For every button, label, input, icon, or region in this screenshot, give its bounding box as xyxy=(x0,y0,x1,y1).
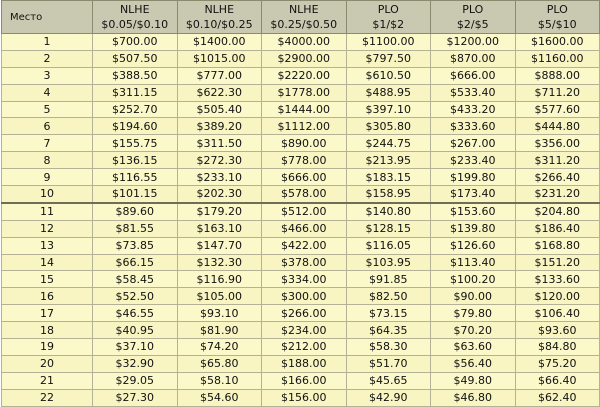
payout-cell: $610.50 xyxy=(346,67,431,84)
table-row xyxy=(2,101,600,118)
payout-cell: $300.00 xyxy=(262,288,347,305)
payout-cell: $93.10 xyxy=(177,305,262,322)
place-cell: 15 xyxy=(2,271,93,288)
payout-cell: $194.60 xyxy=(93,118,178,135)
payout-cell: $139.80 xyxy=(431,220,516,237)
payout-cell: $84.80 xyxy=(515,339,600,356)
column-stakes: $2/$5 xyxy=(456,18,489,31)
payout-cell: $82.50 xyxy=(346,288,431,305)
column-stakes: $0.25/$0.50 xyxy=(270,18,338,31)
payout-cell: $93.60 xyxy=(515,322,600,339)
payout-cell: $128.15 xyxy=(346,220,431,237)
column-header-plo-1 xyxy=(346,1,431,34)
table-row xyxy=(2,84,600,101)
payout-cell: $166.00 xyxy=(262,372,347,389)
payout-cell: $79.80 xyxy=(431,305,516,322)
payout-cell: $105.00 xyxy=(177,288,262,305)
table-row xyxy=(2,169,600,186)
column-header-nlhe-0.10 xyxy=(177,1,262,34)
place-cell: 22 xyxy=(2,389,93,406)
payout-cell: $244.75 xyxy=(346,135,431,152)
payout-cell: $101.15 xyxy=(93,186,178,203)
table-row xyxy=(2,203,600,220)
table-header xyxy=(2,1,600,34)
table-row xyxy=(2,355,600,372)
payout-cell: $183.15 xyxy=(346,169,431,186)
payout-cell: $27.30 xyxy=(93,389,178,406)
payout-cell: $666.00 xyxy=(262,169,347,186)
column-stakes: $0.10/$0.25 xyxy=(185,18,253,31)
payout-cell: $58.30 xyxy=(346,339,431,356)
place-cell: 18 xyxy=(2,322,93,339)
payout-cell: $578.00 xyxy=(262,186,347,203)
payout-cell: $213.95 xyxy=(346,152,431,169)
payout-cell: $422.00 xyxy=(262,237,347,254)
payout-cell: $91.85 xyxy=(346,271,431,288)
table-row xyxy=(2,237,600,254)
place-cell: 10 xyxy=(2,186,93,203)
payout-cell: $444.80 xyxy=(515,118,600,135)
table-body xyxy=(2,34,600,407)
payout-cell: $70.20 xyxy=(431,322,516,339)
payout-cell: $65.80 xyxy=(177,355,262,372)
payout-cell: $42.90 xyxy=(346,389,431,406)
place-cell: 20 xyxy=(2,355,93,372)
payout-cell: $311.50 xyxy=(177,135,262,152)
payout-cell: $52.50 xyxy=(93,288,178,305)
payout-cell: $890.00 xyxy=(262,135,347,152)
place-cell: 3 xyxy=(2,67,93,84)
column-game: PLO xyxy=(462,3,484,16)
place-cell: 9 xyxy=(2,169,93,186)
payout-cell: $54.60 xyxy=(177,389,262,406)
place-cell: 13 xyxy=(2,237,93,254)
payout-cell: $46.80 xyxy=(431,389,516,406)
column-game: NLHE xyxy=(288,3,319,16)
place-cell: 8 xyxy=(2,152,93,169)
payout-cell: $1100.00 xyxy=(346,34,431,51)
column-game: NLHE xyxy=(119,3,150,16)
payout-cell: $120.00 xyxy=(515,288,600,305)
payout-cell: $797.50 xyxy=(346,50,431,67)
payout-cell: $75.20 xyxy=(515,355,600,372)
payout-cell: $81.90 xyxy=(177,322,262,339)
payout-cell: $1400.00 xyxy=(177,34,262,51)
payout-cell: $89.60 xyxy=(93,203,178,220)
payout-cell: $100.20 xyxy=(431,271,516,288)
payout-cell: $397.10 xyxy=(346,101,431,118)
column-game: PLO xyxy=(377,3,399,16)
table-row xyxy=(2,186,600,203)
column-stakes: $5/$10 xyxy=(537,18,577,31)
payout-cell: $334.00 xyxy=(262,271,347,288)
payout-cell: $147.70 xyxy=(177,237,262,254)
payout-cell: $116.55 xyxy=(93,169,178,186)
place-cell: 5 xyxy=(2,101,93,118)
payout-cell: $163.10 xyxy=(177,220,262,237)
payout-cell: $711.20 xyxy=(515,84,600,101)
payout-cell: $37.10 xyxy=(93,339,178,356)
payout-cell: $132.30 xyxy=(177,254,262,271)
payout-cell: $870.00 xyxy=(431,50,516,67)
column-stakes: $0.05/$0.10 xyxy=(101,18,169,31)
table-row xyxy=(2,305,600,322)
payout-cell: $168.80 xyxy=(515,237,600,254)
column-game: NLHE xyxy=(204,3,235,16)
payout-cell: $466.00 xyxy=(262,220,347,237)
payout-cell: $305.80 xyxy=(346,118,431,135)
payout-cell: $63.60 xyxy=(431,339,516,356)
payout-cell: $64.35 xyxy=(346,322,431,339)
payout-cell: $1444.00 xyxy=(262,101,347,118)
payout-cell: $58.45 xyxy=(93,271,178,288)
place-cell: 21 xyxy=(2,372,93,389)
payout-cell: $106.40 xyxy=(515,305,600,322)
payout-cell: $488.95 xyxy=(346,84,431,101)
column-header-plo-5 xyxy=(515,1,600,34)
payout-cell: $533.40 xyxy=(431,84,516,101)
table-row xyxy=(2,322,600,339)
payout-cell: $888.00 xyxy=(515,67,600,84)
payout-cell: $186.40 xyxy=(515,220,600,237)
table-row xyxy=(2,254,600,271)
payout-cell: $2900.00 xyxy=(262,50,347,67)
payout-cell: $45.65 xyxy=(346,372,431,389)
payout-cell: $46.55 xyxy=(93,305,178,322)
payout-cell: $378.00 xyxy=(262,254,347,271)
place-cell: 14 xyxy=(2,254,93,271)
table-row xyxy=(2,220,600,237)
place-cell: 17 xyxy=(2,305,93,322)
payout-cell: $62.40 xyxy=(515,389,600,406)
table-row xyxy=(2,152,600,169)
payout-cell: $32.90 xyxy=(93,355,178,372)
payout-cell: $311.20 xyxy=(515,152,600,169)
payout-cell: $272.30 xyxy=(177,152,262,169)
payout-cell: $389.20 xyxy=(177,118,262,135)
payout-cell: $73.15 xyxy=(346,305,431,322)
payout-cell: $212.00 xyxy=(262,339,347,356)
payout-cell: $1200.00 xyxy=(431,34,516,51)
place-cell: 7 xyxy=(2,135,93,152)
payout-cell: $231.20 xyxy=(515,186,600,203)
payout-cell: $266.40 xyxy=(515,169,600,186)
payout-cell: $333.60 xyxy=(431,118,516,135)
payout-cell: $156.00 xyxy=(262,389,347,406)
payout-cell: $233.10 xyxy=(177,169,262,186)
payout-cell: $74.20 xyxy=(177,339,262,356)
payout-cell: $40.95 xyxy=(93,322,178,339)
table-row xyxy=(2,372,600,389)
payout-cell: $1015.00 xyxy=(177,50,262,67)
payout-cell: $158.95 xyxy=(346,186,431,203)
payout-cell: $4000.00 xyxy=(262,34,347,51)
payout-cell: $1778.00 xyxy=(262,84,347,101)
table-row xyxy=(2,50,600,67)
column-game: PLO xyxy=(546,3,568,16)
payout-cell: $155.75 xyxy=(93,135,178,152)
payout-cell: $388.50 xyxy=(93,67,178,84)
payout-cell: $56.40 xyxy=(431,355,516,372)
place-cell: 12 xyxy=(2,220,93,237)
payout-cell: $311.15 xyxy=(93,84,178,101)
table-row xyxy=(2,339,600,356)
table-row xyxy=(2,118,600,135)
payout-cell: $1160.00 xyxy=(515,50,600,67)
column-header-nlhe-0.05 xyxy=(93,1,178,34)
payout-cell: $433.20 xyxy=(431,101,516,118)
payout-cell: $204.80 xyxy=(515,203,600,220)
payout-cell: $133.60 xyxy=(515,271,600,288)
table-row xyxy=(2,389,600,406)
payout-cell: $29.05 xyxy=(93,372,178,389)
table-row xyxy=(2,34,600,51)
column-header-plo-2 xyxy=(431,1,516,34)
column-header-nlhe-0.25 xyxy=(262,1,347,34)
payout-cell: $153.60 xyxy=(431,203,516,220)
payout-cell: $103.95 xyxy=(346,254,431,271)
payout-cell: $267.00 xyxy=(431,135,516,152)
payout-cell: $700.00 xyxy=(93,34,178,51)
payout-cell: $356.00 xyxy=(515,135,600,152)
payout-cell: $58.10 xyxy=(177,372,262,389)
payout-table xyxy=(1,0,600,407)
payout-cell: $777.00 xyxy=(177,67,262,84)
place-cell: 1 xyxy=(2,34,93,51)
place-column-header: Место xyxy=(2,1,93,34)
payout-cell: $2220.00 xyxy=(262,67,347,84)
payout-cell: $1112.00 xyxy=(262,118,347,135)
payout-cell: $577.60 xyxy=(515,101,600,118)
payout-cell: $140.80 xyxy=(346,203,431,220)
place-cell: 11 xyxy=(2,203,93,220)
payout-cell: $512.00 xyxy=(262,203,347,220)
payout-cell: $173.40 xyxy=(431,186,516,203)
payout-cell: $51.70 xyxy=(346,355,431,372)
payout-cell: $151.20 xyxy=(515,254,600,271)
table-row xyxy=(2,135,600,152)
place-cell: 4 xyxy=(2,84,93,101)
payout-cell: $188.00 xyxy=(262,355,347,372)
payout-cell: $199.80 xyxy=(431,169,516,186)
payout-cell: $266.00 xyxy=(262,305,347,322)
payout-cell: $233.40 xyxy=(431,152,516,169)
place-cell: 16 xyxy=(2,288,93,305)
header-row xyxy=(2,1,600,34)
payout-cell: $90.00 xyxy=(431,288,516,305)
payout-cell: $116.90 xyxy=(177,271,262,288)
payout-cell: $778.00 xyxy=(262,152,347,169)
payout-cell: $622.30 xyxy=(177,84,262,101)
payout-cell: $505.40 xyxy=(177,101,262,118)
table-row xyxy=(2,271,600,288)
payout-cell: $136.15 xyxy=(93,152,178,169)
place-cell: 19 xyxy=(2,339,93,356)
payout-cell: $113.40 xyxy=(431,254,516,271)
payout-cell: $66.15 xyxy=(93,254,178,271)
payout-cell: $49.80 xyxy=(431,372,516,389)
payout-cell: $179.20 xyxy=(177,203,262,220)
table-row xyxy=(2,67,600,84)
payout-cell: $73.85 xyxy=(93,237,178,254)
payout-cell: $666.00 xyxy=(431,67,516,84)
payout-cell: $507.50 xyxy=(93,50,178,67)
place-cell: 6 xyxy=(2,118,93,135)
payout-cell: $234.00 xyxy=(262,322,347,339)
payout-cell: $202.30 xyxy=(177,186,262,203)
column-stakes: $1/$2 xyxy=(372,18,405,31)
table-row xyxy=(2,288,600,305)
payout-cell: $81.55 xyxy=(93,220,178,237)
payout-cell: $252.70 xyxy=(93,101,178,118)
payout-cell: $116.05 xyxy=(346,237,431,254)
payout-cell: $66.40 xyxy=(515,372,600,389)
payout-cell: $1600.00 xyxy=(515,34,600,51)
payout-cell: $126.60 xyxy=(431,237,516,254)
place-cell: 2 xyxy=(2,50,93,67)
